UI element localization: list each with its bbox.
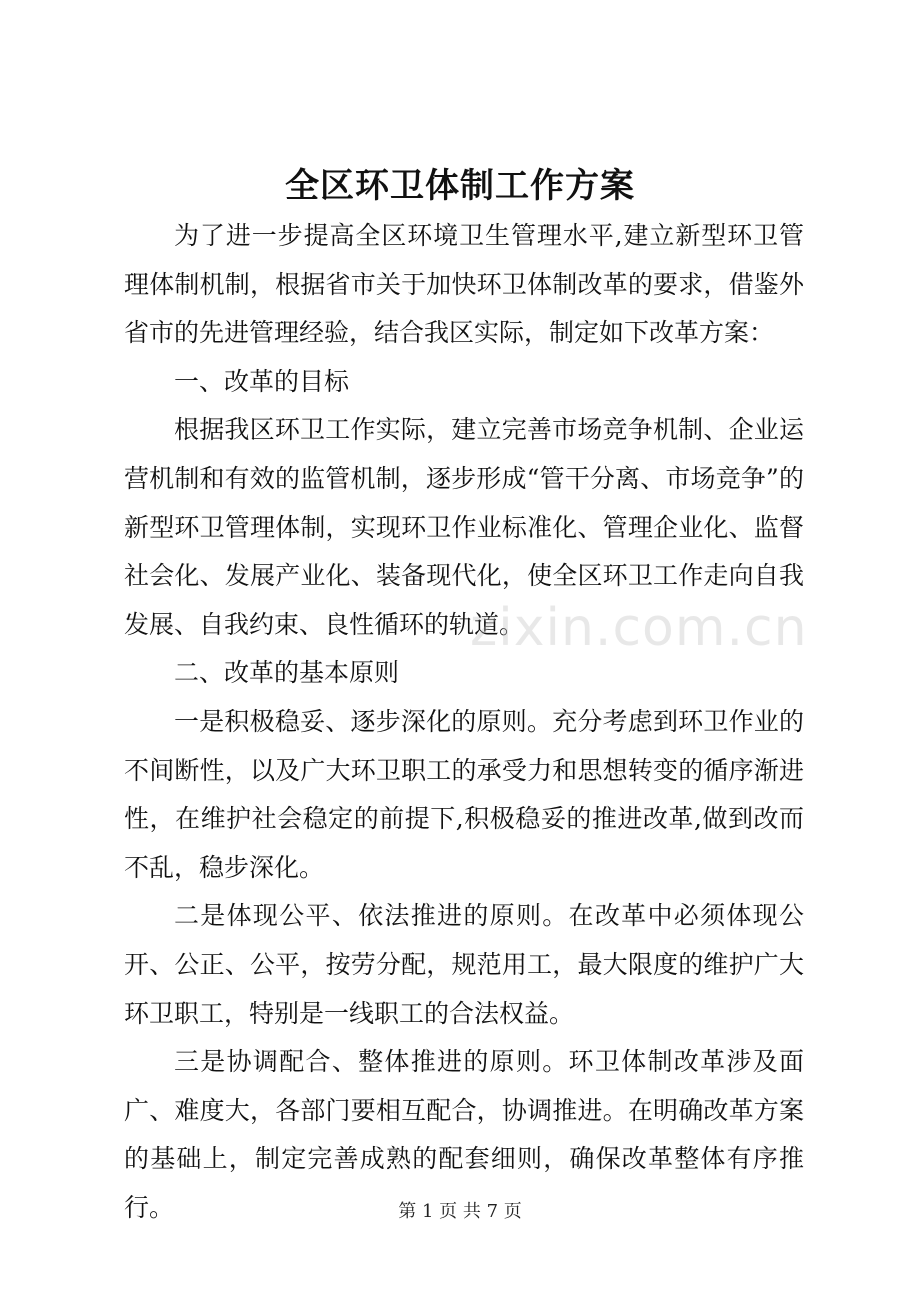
page-footer: 第 1 页 共 7 页	[398, 1201, 522, 1222]
heading-goals: 一、改革的目标	[174, 366, 350, 396]
heading-principles: 二、改革的基本原则	[174, 658, 400, 688]
watermark: zixin.com.cn	[470, 598, 808, 658]
paragraph-intro: 为了进一步提高全区环境卫生管理水平,建立新型环卫管理体制机制，根据省市关于加快环卫体制改革的要求，借鉴外省市的先进管理经验，结合我区实际，制定如下改革方案：	[124, 221, 804, 348]
document-title: 全区环卫体制工作方案	[285, 166, 635, 206]
paragraph-principle-3: 三是协调配合、整体推进的原则。环卫体制改革涉及面广、难度大，各部门要相互配合，协调推进。在明确改革方案的基础上，制定完善成熟的配套细则，确保改革整体有序推行。	[124, 1047, 804, 1222]
document-body	[124, 212, 804, 1232]
paragraph-principle-2: 二是体现公平、依法推进的原则。在改革中必须体现公开、公正、公平，按劳分配，规范用工，最大限度的维护广大环卫职工，特别是一线职工的合法权益。	[124, 901, 804, 1028]
paragraph-goals: 根据我区环卫工作实际，建立完善市场竞争机制、企业运营机制和有效的监管机制，逐步形成“管干分离、市场竞争”的新型环卫管理体制，实现环卫作业标准化、管理企业化、监督社会化、发展产业化、装备现代化，使全区环卫工作走向自我发展、自我约束、良性循环的轨道。	[124, 415, 804, 639]
paragraph-principle-1: 一是积极稳妥、逐步深化的原则。充分考虑到环卫作业的不间断性，以及广大环卫职工的承受力和思想转变的循序渐进性，在维护社会稳定的前提下,积极稳妥的推进改革,做到改而不乱，稳步深化。	[124, 706, 804, 882]
